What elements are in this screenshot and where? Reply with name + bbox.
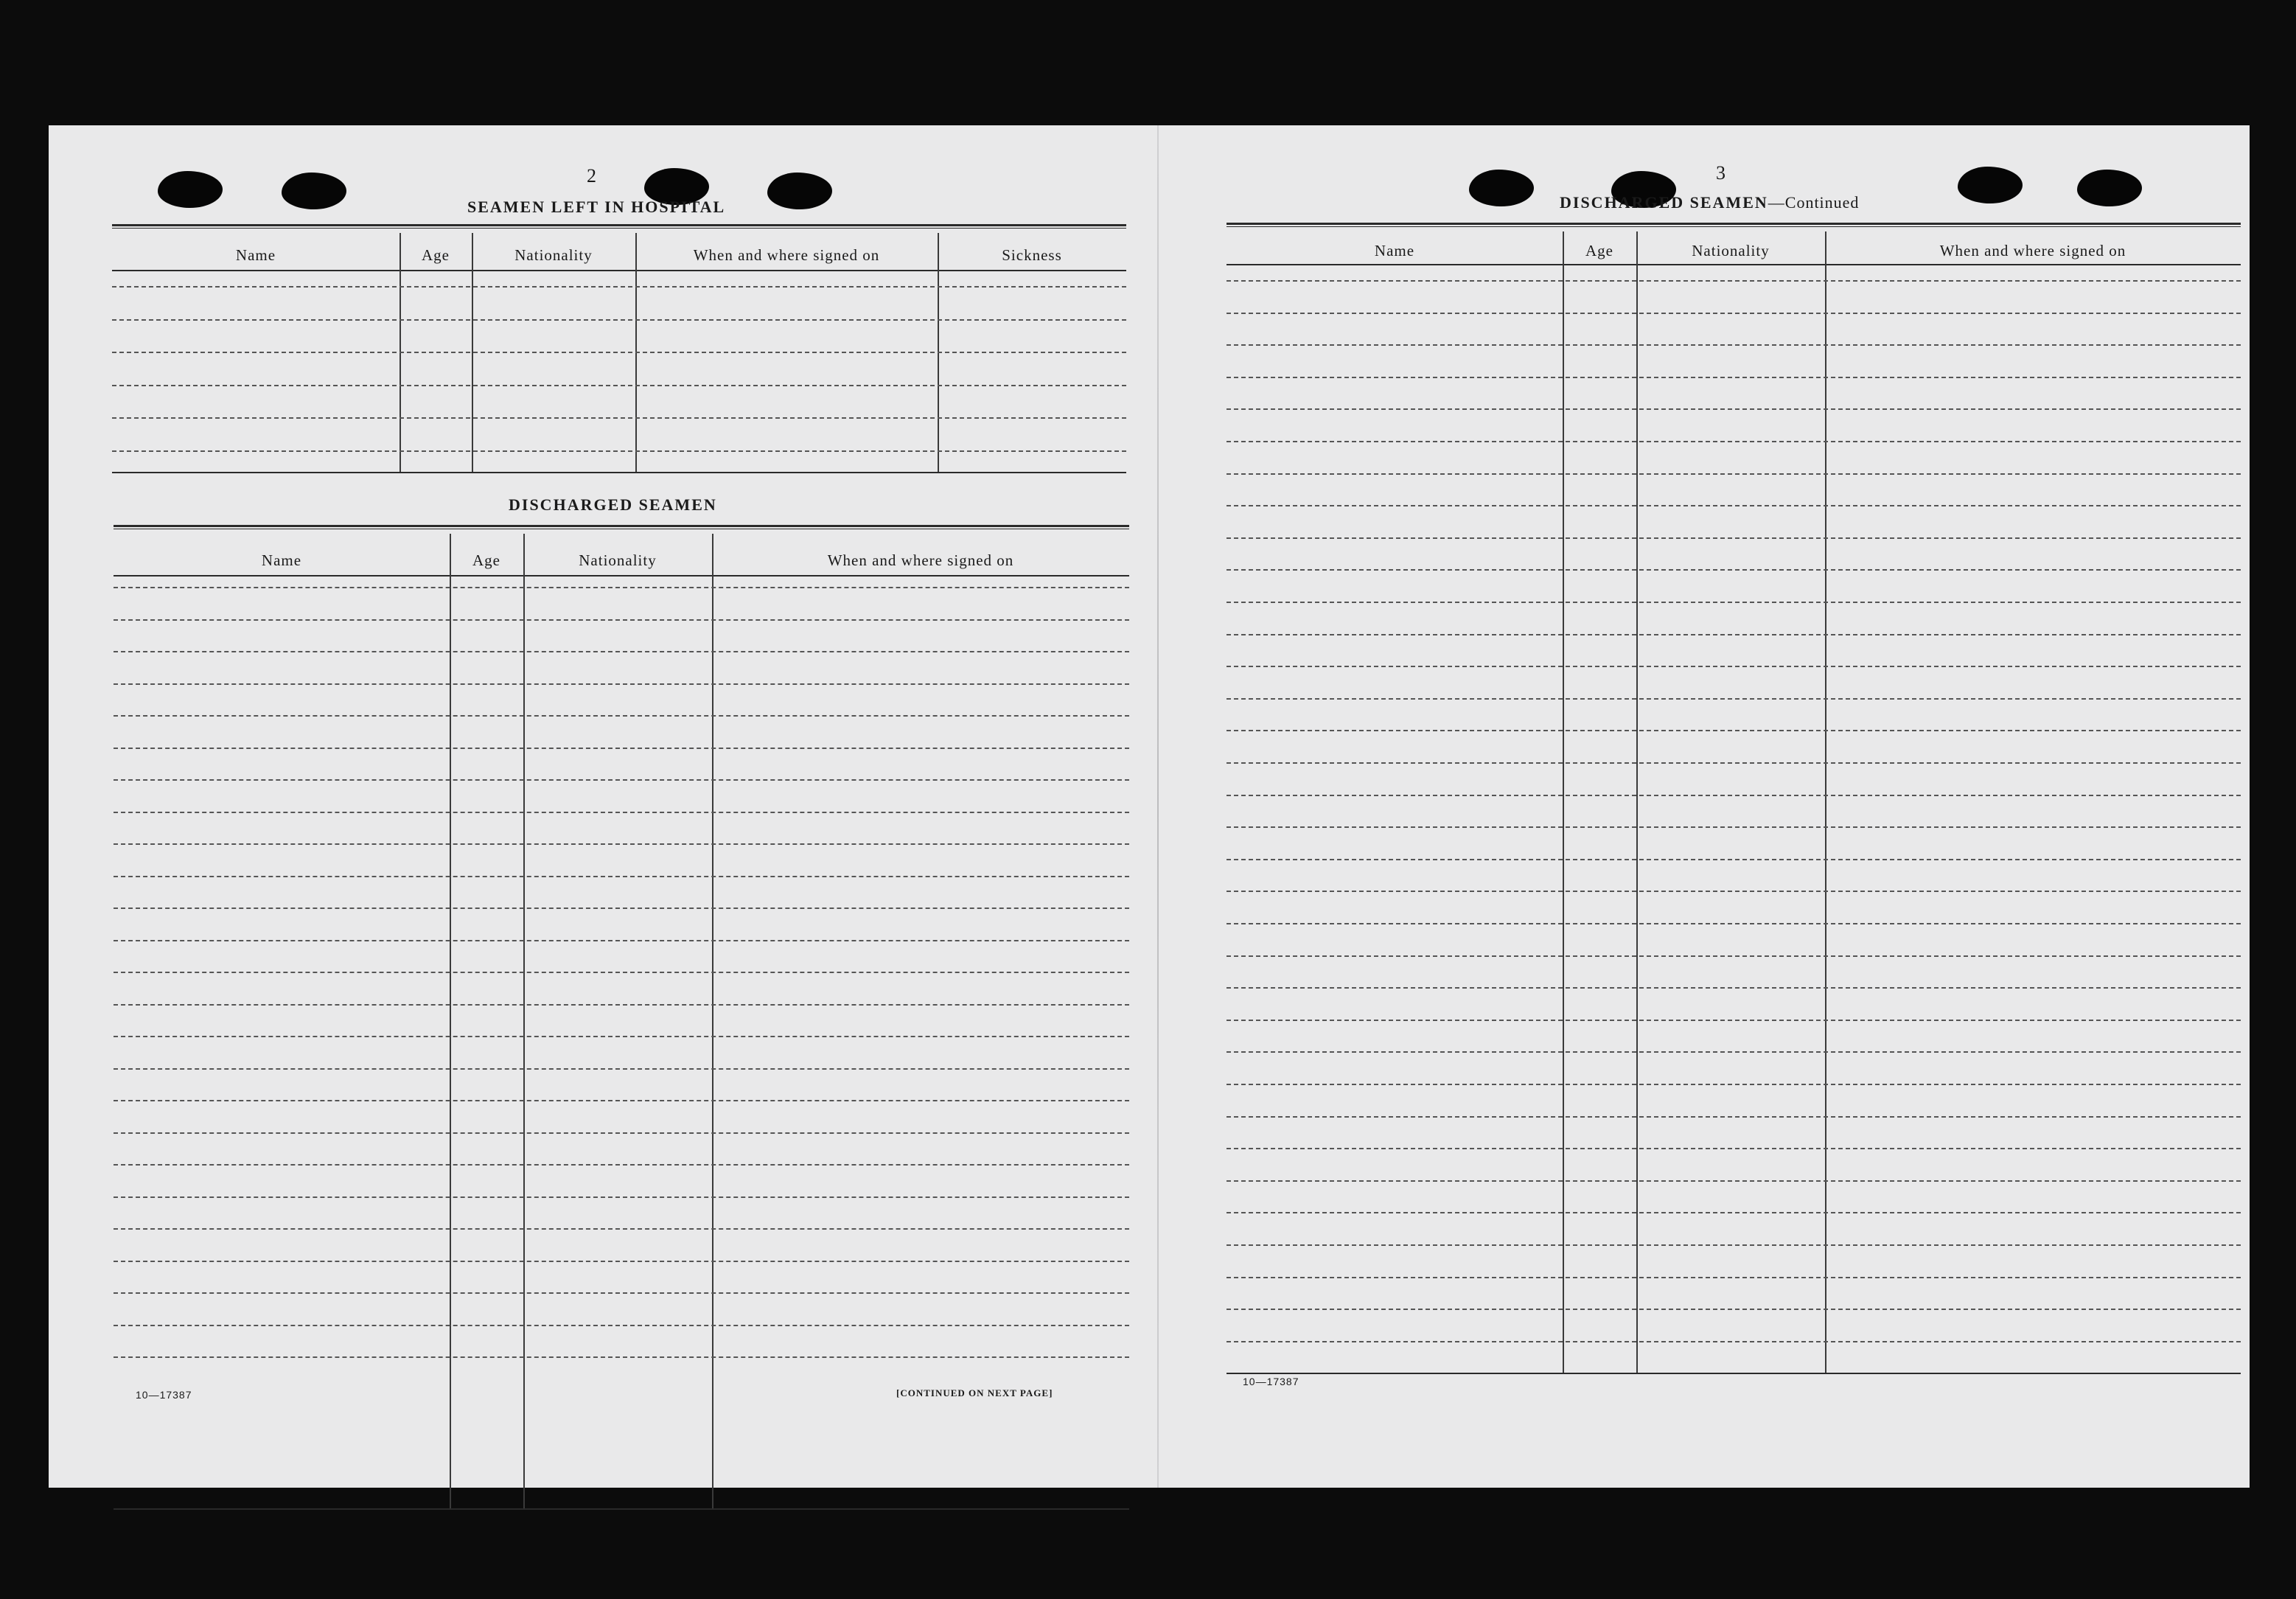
table-row — [114, 1004, 1129, 1006]
punch-hole — [158, 171, 223, 208]
table-row — [1226, 1148, 2241, 1149]
table-row — [1226, 634, 2241, 635]
table-row — [1226, 1051, 2241, 1053]
table-row — [114, 683, 1129, 685]
table-row — [114, 1036, 1129, 1037]
right-page-number: 3 — [1716, 162, 1726, 184]
table-row — [1226, 698, 2241, 700]
table-row — [1226, 1116, 2241, 1118]
table-row — [112, 286, 1126, 288]
table-row — [1226, 730, 2241, 731]
table-top-rule — [1226, 223, 2241, 227]
column-header: Sickness — [1002, 246, 1062, 264]
table-row — [114, 715, 1129, 717]
discharged-continued-title — [1560, 193, 1859, 212]
table-row — [1226, 795, 2241, 796]
table-row — [114, 1164, 1129, 1166]
table-row — [114, 972, 1129, 973]
table-row — [114, 748, 1129, 749]
column-divider — [1563, 231, 1564, 1373]
table-row — [1226, 955, 2241, 957]
table-row — [1226, 569, 2241, 571]
discharged-section-title: DISCHARGED SEAMEN — [509, 495, 717, 514]
table-row — [114, 1132, 1129, 1134]
column-header: Age — [472, 551, 500, 569]
punch-hole — [1469, 170, 1534, 206]
table-bottom-rule — [114, 1508, 1129, 1510]
hospital-section-title: SEAMEN LEFT IN HOSPITAL — [467, 198, 726, 216]
header-rule — [114, 575, 1129, 576]
column-header: When and where signed on — [827, 551, 1014, 569]
hospital-table — [112, 224, 1126, 475]
table-row — [112, 319, 1126, 321]
table-row — [114, 843, 1129, 845]
table-row — [114, 876, 1129, 877]
discharged-table — [114, 525, 1129, 1514]
table-bottom-rule — [112, 472, 1126, 473]
table-row — [1226, 344, 2241, 346]
table-row — [114, 908, 1129, 909]
table-row — [1226, 987, 2241, 989]
table-row — [112, 450, 1126, 452]
discharged-continued-suffix: —Continued — [1768, 193, 1860, 212]
punch-hole — [1958, 167, 2023, 203]
table-row — [1226, 537, 2241, 539]
column-divider — [1636, 231, 1638, 1373]
table-row — [114, 1356, 1129, 1358]
table-row — [114, 940, 1129, 941]
table-row — [114, 1100, 1129, 1101]
table-row — [1226, 1309, 2241, 1310]
table-row — [1226, 1277, 2241, 1278]
table-row — [1226, 923, 2241, 924]
table-row — [1226, 891, 2241, 892]
header-rule — [1226, 264, 2241, 265]
column-header: Age — [422, 246, 450, 264]
table-row — [1226, 859, 2241, 860]
table-row — [114, 1261, 1129, 1262]
document-sheet — [49, 125, 2250, 1488]
table-row — [112, 417, 1126, 419]
left-page-number: 2 — [587, 165, 597, 187]
column-divider — [712, 534, 713, 1508]
right-footer-code: 10—17387 — [1243, 1376, 1299, 1387]
punch-hole — [2077, 170, 2142, 206]
table-row — [114, 1068, 1129, 1070]
column-header: When and where signed on — [1939, 242, 2126, 259]
table-row — [1226, 1244, 2241, 1246]
table-row — [1226, 1212, 2241, 1213]
column-divider — [523, 534, 525, 1508]
column-header: Name — [235, 246, 276, 264]
column-header: When and where signed on — [693, 246, 880, 264]
table-row — [1226, 1341, 2241, 1342]
header-rule — [112, 270, 1126, 271]
table-row — [1226, 280, 2241, 282]
discharged-continued-table — [1226, 223, 2241, 1380]
table-row — [114, 1292, 1129, 1294]
table-row — [1226, 602, 2241, 603]
table-row — [114, 651, 1129, 652]
continued-note: [CONTINUED ON NEXT PAGE] — [896, 1387, 1053, 1398]
table-row — [1226, 441, 2241, 442]
table-row — [1226, 762, 2241, 764]
table-row — [114, 1325, 1129, 1326]
table-row — [1226, 505, 2241, 506]
left-footer-code: 10—17387 — [136, 1389, 192, 1401]
table-top-rule — [112, 224, 1126, 229]
column-header: Nationality — [1692, 242, 1770, 259]
table-row — [1226, 666, 2241, 667]
table-row — [114, 1196, 1129, 1198]
table-row — [1226, 377, 2241, 378]
table-row — [1226, 826, 2241, 828]
table-row — [1226, 313, 2241, 314]
table-row — [114, 779, 1129, 781]
page-fold — [1157, 125, 1159, 1488]
table-row — [112, 352, 1126, 353]
table-row — [1226, 1020, 2241, 1021]
table-row — [1226, 473, 2241, 475]
column-header: Age — [1585, 242, 1613, 259]
punch-hole — [282, 173, 346, 209]
discharged-continued-title-main: DISCHARGED SEAMEN — [1560, 193, 1768, 212]
table-top-rule — [114, 525, 1129, 529]
column-divider — [450, 534, 451, 1508]
column-header: Nationality — [579, 551, 657, 569]
column-header: Nationality — [514, 246, 593, 264]
column-divider — [1825, 231, 1826, 1373]
table-row — [114, 587, 1129, 588]
table-row — [1226, 1180, 2241, 1182]
column-header: Name — [1374, 242, 1415, 259]
table-row — [1226, 408, 2241, 410]
table-row — [114, 1228, 1129, 1230]
table-bottom-rule — [1226, 1373, 2241, 1374]
table-row — [112, 385, 1126, 386]
punch-hole — [767, 173, 832, 209]
table-row — [114, 812, 1129, 813]
table-row — [1226, 1084, 2241, 1085]
table-row — [114, 619, 1129, 621]
column-header: Name — [261, 551, 302, 569]
